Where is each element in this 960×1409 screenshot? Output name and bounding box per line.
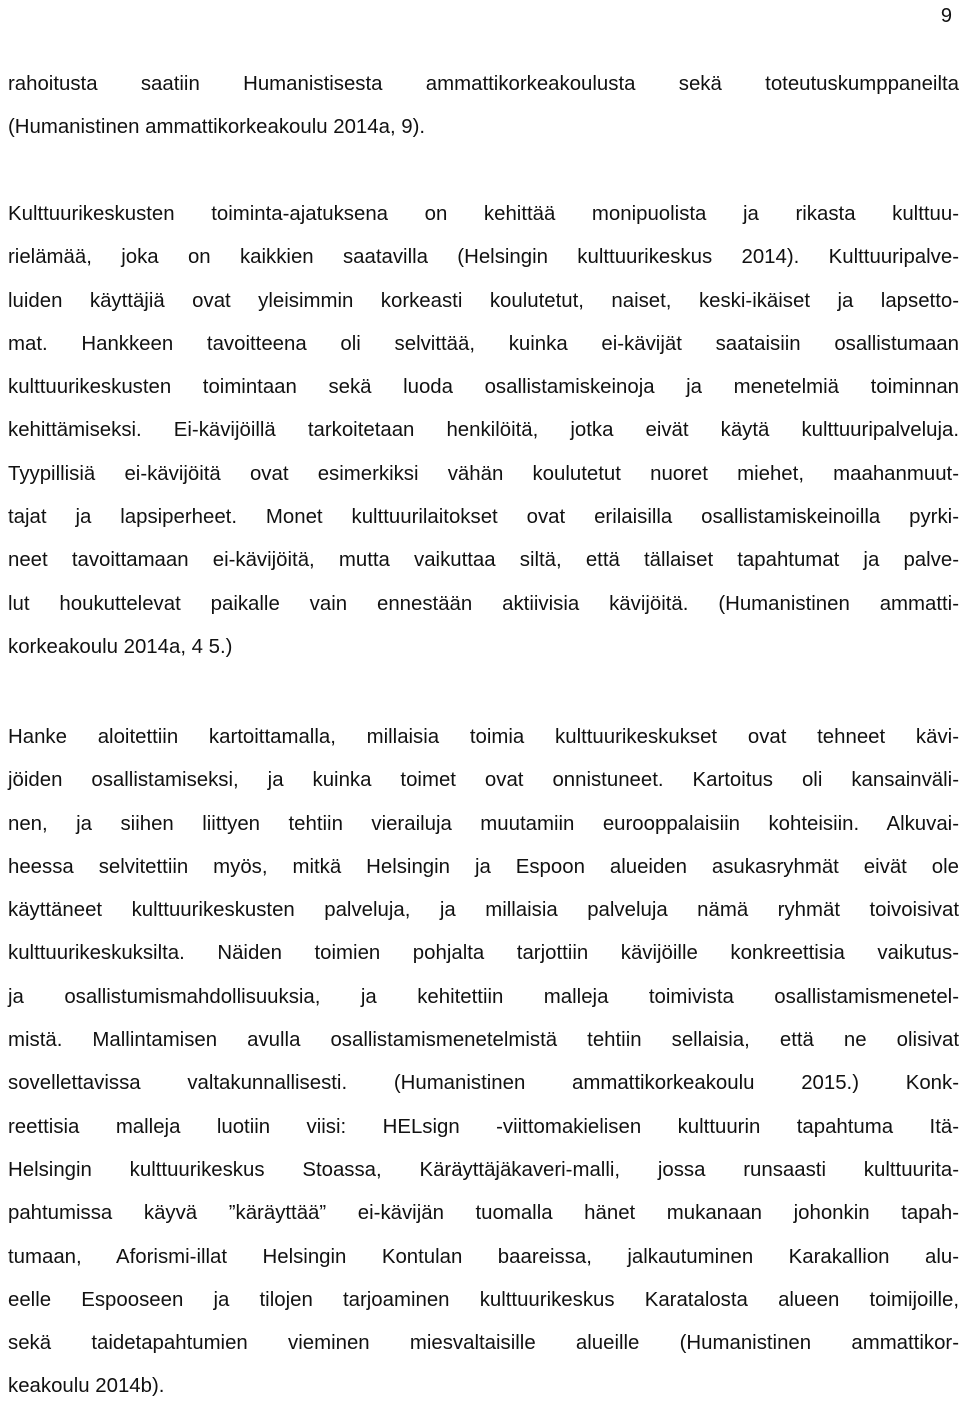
text-line: Tyypillisiä ei-kävijöitä ovat esimerkiksi vähän koulutetut nuoret miehet, maahanmuut- (8, 462, 959, 485)
text-line: lut houkuttelevat paikalle vain ennestään aktiivisia kävijöitä. (Humanistinen ammatti- (8, 592, 959, 615)
text-line: luiden käyttäjiä ovat yleisimmin korkeasti koulutetut, naiset, keski-ikäiset ja lapsetto- (8, 289, 959, 312)
text-line: keakoulu 2014b). (8, 1375, 165, 1398)
text-line: jöiden osallistamiseksi, ja kuinka toimet ovat onnistuneet. Kartoitus oli kansainväli- (8, 769, 959, 792)
text-line: heessa selvitettiin myös, mitkä Helsingin ja Espoon alueiden asukasryhmät eivät ole (8, 855, 959, 878)
text-line: pahtumissa käyvä ”käräyttää” ei-kävijän tuomalla hänet mukanaan johonkin tapah- (8, 1202, 959, 1225)
text-line: sovellettavissa valtakunnallisesti. (Humanistinen ammattikorkeakoulu 2015.) Konk- (8, 1072, 959, 1095)
paragraph-1 (8, 63, 959, 150)
text-line: mat. Hankkeen tavoitteena oli selvittää, kuinka ei-kävijät saataisiin osallistumaan (8, 332, 959, 355)
text-line: ja osallistumismahdollisuuksia, ja kehitettiin malleja toimivista osallistamismenetel- (8, 985, 959, 1008)
text-line: nen, ja siihen liittyen tehtiin vierailuja muutamiin eurooppalaisiin kohteisiin. Alkuvai- (8, 812, 959, 835)
text-line: Kulttuurikeskusten toiminta-ajatuksena on kehittää monipuolista ja rikasta kulttuu- (8, 203, 959, 225)
text-line: eelle Espooseen ja tilojen tarjoaminen kulttuurikeskus Karatalosta alueen toimijoille, (8, 1288, 959, 1311)
text-line: kehittämiseksi. Ei-kävijöillä tarkoitetaan henkilöitä, jotka eivät käytä kulttuuripalveluja. (8, 419, 959, 442)
text-line: korkeakoulu 2014a, 4 5.) (8, 635, 233, 658)
text-line: rahoitusta saatiin Humanistisesta ammattikorkeakoulusta sekä toteutuskumppaneilta (8, 73, 959, 95)
text-line: reettisia malleja luotiin viisi: HELsign -viittomakielisen kulttuurin tapahtuma Itä- (8, 1115, 959, 1138)
text-line: neet tavoittamaan ei-kävijöitä, mutta vaikuttaa siltä, että tällaiset tapahtumat ja palve- (8, 549, 959, 572)
text-line: kulttuurikeskuksilta. Näiden toimien pohjalta tarjottiin kävijöille konkreettisia vaikutus- (8, 942, 959, 965)
text-line: kulttuurikeskusten toimintaan sekä luoda osallistamiskeinoja ja menetelmiä toiminnan (8, 376, 959, 399)
text-line: tumaan, Aforismi-illat Helsingin Kontulan baareissa, jalkautuminen Karakallion alu- (8, 1245, 959, 1268)
text-line: mistä. Mallintamisen avulla osallistamismenetelmistä tehtiin sellaisia, että ne olisivat (8, 1029, 959, 1052)
page-number: 9 (940, 5, 952, 27)
text-line: sekä taidetapahtumien vieminen miesvaltaisille alueille (Humanistinen ammattikor- (8, 1332, 959, 1355)
text-line: Hanke aloitettiin kartoittamalla, millaisia toimia kulttuurikeskukset ovat tehneet kävi- (8, 726, 959, 748)
text-line: tajat ja lapsiperheet. Monet kulttuurilaitokset ovat erilaisilla osallistamiskeinoilla pyrki- (8, 506, 959, 529)
text-line: rielämää, joka on kaikkien saatavilla (Helsingin kulttuurikeskus 2014). Kulttuuripalve- (8, 246, 959, 269)
paragraph-2 (8, 193, 959, 669)
paragraph-3 (8, 716, 959, 1409)
text-line: (Humanistinen ammattikorkeakoulu 2014a, 9). (8, 116, 426, 139)
text-line: käyttäneet kulttuurikeskusten palveluja, ja millaisia palveluja nämä ryhmät toivoisivat (8, 899, 959, 922)
text-line: Helsingin kulttuurikeskus Stoassa, Käräyttäjäkaveri-malli, jossa runsaasti kulttuurita- (8, 1158, 959, 1181)
